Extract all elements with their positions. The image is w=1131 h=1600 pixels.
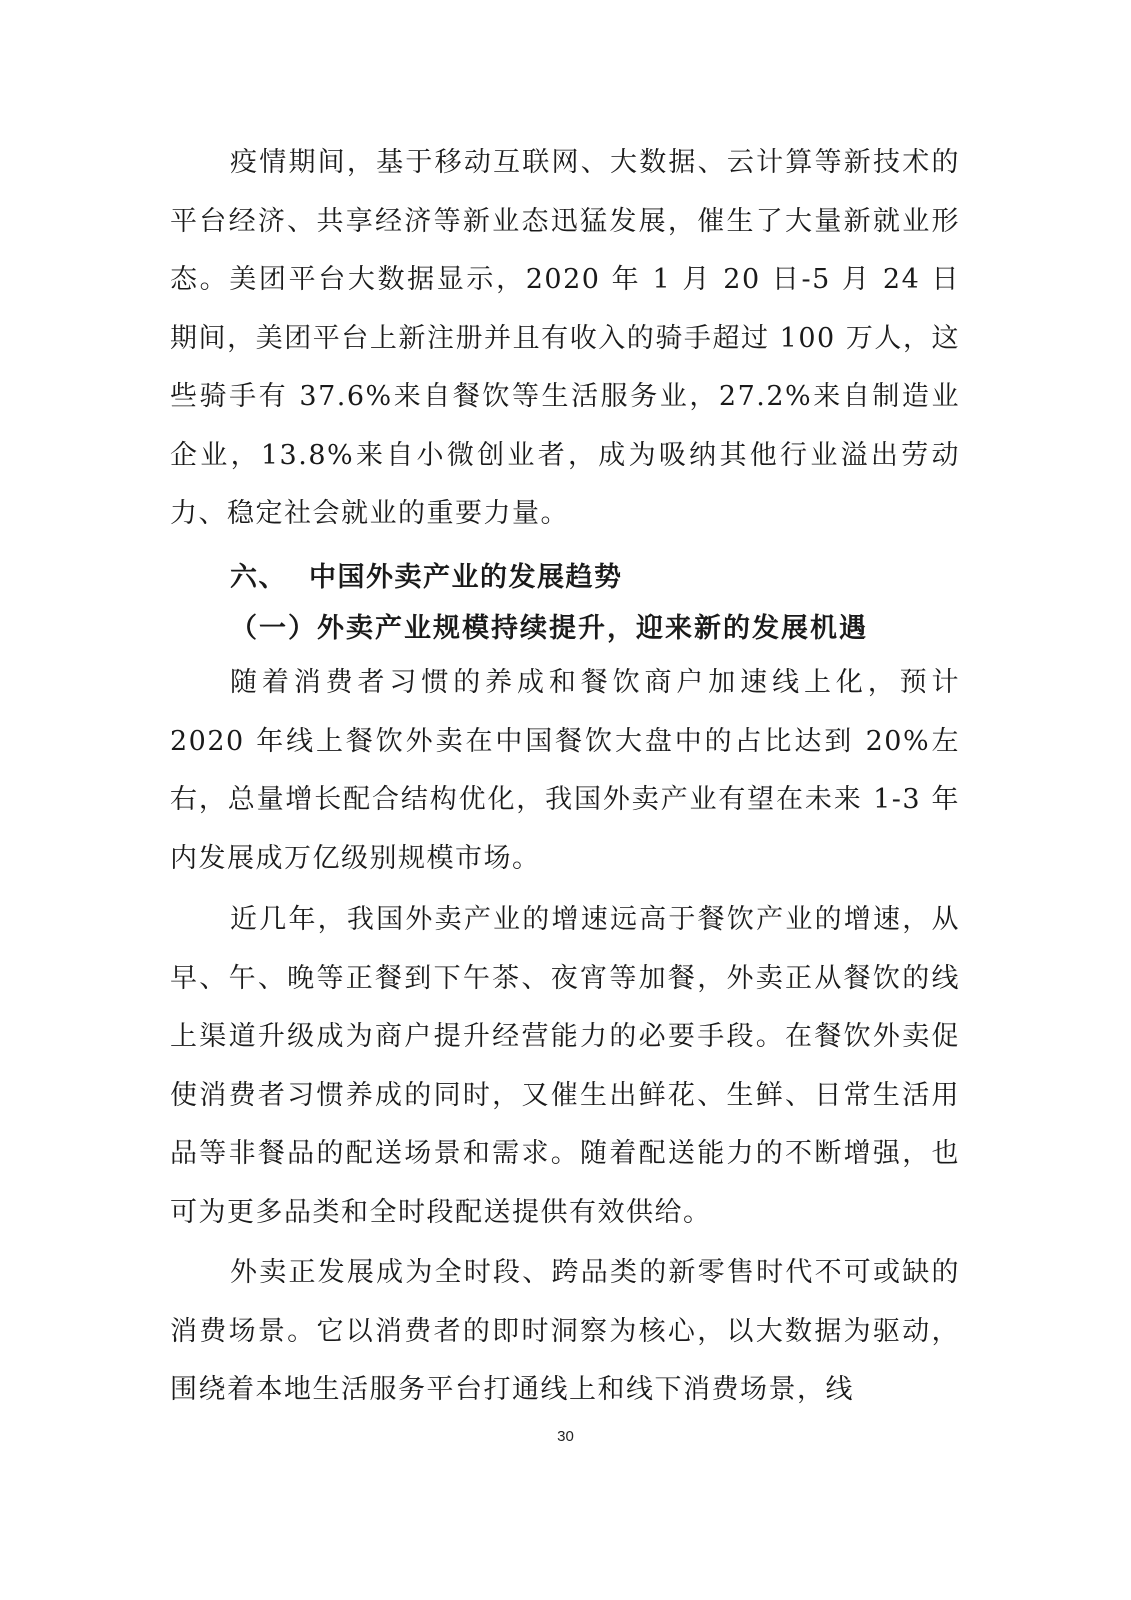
- paragraph-employment: 疫情期间，基于移动互联网、大数据、云计算等新技术的平台经济、共享经济等新业态迅猛发展，催生了大量新就业形态。美团平台大数据显示，2020 年 1 月 20 日-5 月 24 日期间，美团平台上新注册并且有收入的骑手超过 100 万人，这些骑手有 37.6%来自餐饮等生活服务业，27.2%来自制造业企业，13.8%来自小微创业者，成为吸纳其他行业溢出劳动力、稳定社会就业的重要力量。: [170, 147, 960, 529]
- section-number: 六、: [230, 562, 287, 593]
- page-number: 30: [557, 1428, 574, 1445]
- paragraph-growth: 近几年，我国外卖产业的增速远高于餐饮产业的增速，从早、午、晚等正餐到下午茶、夜宵等加餐，外卖正从餐饮的线上渠道升级成为商户提升经营能力的必要手段。在餐饮外卖促使消费者习惯养成的同时，又催生出鲜花、生鲜、日常生活用品等非餐品的配送场景和需求。随着配送能力的不断增强，也可为更多品类和全时段配送提供有效供给。: [170, 904, 960, 1228]
- subsection-heading: （一）外卖产业规模持续提升，迎来新的发展机遇: [230, 613, 868, 644]
- paragraph-consumption-scene: 外卖正发展成为全时段、跨品类的新零售时代不可或缺的消费场景。它以消费者的即时洞察为核心，以大数据为驱动，围绕着本地生活服务平台打通线上和线下消费场景，线: [170, 1257, 960, 1405]
- section-title: 中国外卖产业的发展趋势: [309, 562, 623, 593]
- section-heading: [230, 549, 623, 607]
- paragraph-market-scale: 随着消费者习惯的养成和餐饮商户加速线上化，预计 2020 年线上餐饮外卖在中国餐饮大盘中的占比达到 20%左右，总量增长配合结构优化，我国外卖产业有望在未来 1-3 年内发展成万亿级别规模市场。: [170, 667, 960, 874]
